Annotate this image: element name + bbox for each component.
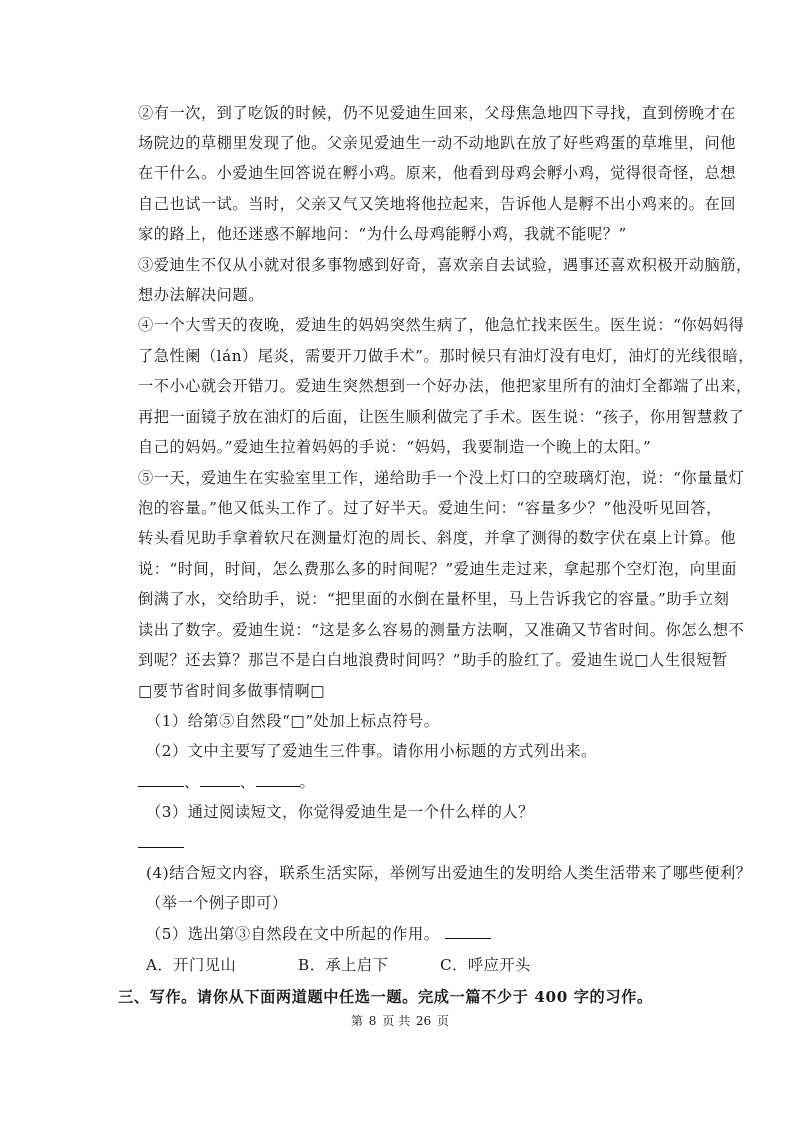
paragraph-3-line: ③爱迪生不仅从小就对很多事物感到好奇，喜欢亲自去试验，遇事还喜欢积极开动脑筋， [138,256,752,274]
paragraph-5-line: 读出了数字。爱迪生说：“这是多么容易的测量方法啊，又准确又节省时间。你怎么想不 [138,621,745,639]
paragraph-4-line: 自己的妈妈。”爱迪生拉着妈妈的手说：“妈妈，我要制造一个晚上的太阳。” [138,438,652,456]
paragraph-4-line: ④一个大雪天的夜晚，爱迪生的妈妈突然生病了，他急忙找来医生。医生说：“你妈妈得 [138,316,745,334]
footer-prefix: 第 [350,1014,363,1028]
paragraph-2-line: 场院边的草棚里发现了他。父亲见爱迪生一动不动地趴在放了好些鸡蛋的草堆里，问他 [138,134,737,152]
paragraph-2-line: ②有一次，到了吃饭的时候，仍不见爱迪生回来，父母焦急地四下寻找，直到傍晚才在 [138,104,737,122]
paragraph-2-line: 自己也试一试。当时，父亲又气又笑地将他拉起来，告诉他人是孵不出小鸡来的。在回 [138,195,737,213]
paragraph-5-line: 转头看见助手拿着软尺在测量灯泡的周长、斜度，并拿了测得的数字伏在桌上计算。他 [138,529,737,547]
question-2-answer-row [138,772,315,792]
section-heading: 三、写作。请你从下面两道题中任选一题。完成一篇不少于 400 字的习作。 [118,988,653,1006]
footer-total-pages: 26 [415,1014,432,1028]
option-c[interactable]: C．呼应开头 [440,956,531,974]
paragraph-5-line: 倒满了水，交给助手，说：“把里面的水倒在量杯里，马上告诉我它的容量。”助手立刻 [138,590,730,608]
paragraph-5-line: 泡的容量。”他又低头工作了。过了好半天。爱迪生问：“容量多少？”他没听见回答， [138,499,722,517]
answer-blank[interactable] [138,833,184,848]
paragraph-5-line: □要节省时间多做事情啊□ [138,682,326,700]
question-5-text: （5）选出第③自然段在文中所起的作用。 [146,925,440,943]
question-4: (4)结合短文内容，联系生活实际，举例写出爱迪生的发明给人类生活带来了哪些便利？ [146,864,752,882]
paragraph-5-line: ⑤一天，爱迪生在实验室里工作，递给助手一个没上灯口的空玻璃灯泡，说：“你量量灯 [138,469,745,487]
question-2: （2）文中主要写了爱迪生三件事。请你用小标题的方式列出来。 [146,742,597,760]
option-a[interactable]: A．开门见山 [146,956,237,974]
paragraph-2-line: 家的路上，他还迷惑不解地问：“为什么母鸡能孵小鸡，我就不能呢？” [138,225,627,243]
question-1: （1）给第⑤自然段“□”处加上标点符号。 [146,712,440,730]
question-3-answer-row [138,833,184,853]
page-footer [0,1012,800,1029]
paragraph-5-line: 说：“时间，时间，怎么费那么多的时间呢？”爱迪生走过来，拿起那个空灯泡，向里面 [138,560,737,578]
footer-mid: 页 共 [382,1014,411,1028]
question-4-note: （举一个例子即可） [146,894,288,912]
option-b[interactable]: B．承上启下 [298,956,389,974]
question-5 [146,924,491,944]
separator: 、 [239,773,256,791]
answer-blank[interactable] [256,772,300,787]
answer-blank[interactable] [138,772,184,787]
paragraph-2-line: 在干什么。小爱迪生回答说在孵小鸡。原来，他看到母鸡会孵小鸡，觉得很奇怪，总想 [138,164,737,182]
paragraph-3-line: 想办法解决问题。 [138,286,264,304]
answer-blank[interactable] [200,772,240,787]
paragraph-4-line: 再把一面镜子放在油灯的后面，让医生顺利做完了手术。医生说：“孩子，你用智慧救了 [138,408,745,426]
answer-blank[interactable] [445,924,491,939]
line-end: 。 [299,773,316,791]
footer-page-number: 8 [368,1014,377,1028]
paragraph-4-line: 了急性阑（lán）尾炎，需要开刀做手术”。那时候只有油灯没有电灯，油灯的光线很暗， [138,347,754,365]
question-3: （3）通过阅读短文，你觉得爱迪生是一个什么样的人？ [146,803,534,821]
paragraph-5-line: 到呢？还去算？那岂不是白白地浪费时间吗？”助手的脸红了。爱迪生说□人生很短暂 [138,651,728,669]
separator: 、 [184,773,200,791]
footer-suffix: 页 [437,1014,450,1028]
paragraph-4-line: 一不小心就会开错刀。爱迪生突然想到一个好办法，他把家里所有的油灯全都端了出来， [138,377,752,395]
